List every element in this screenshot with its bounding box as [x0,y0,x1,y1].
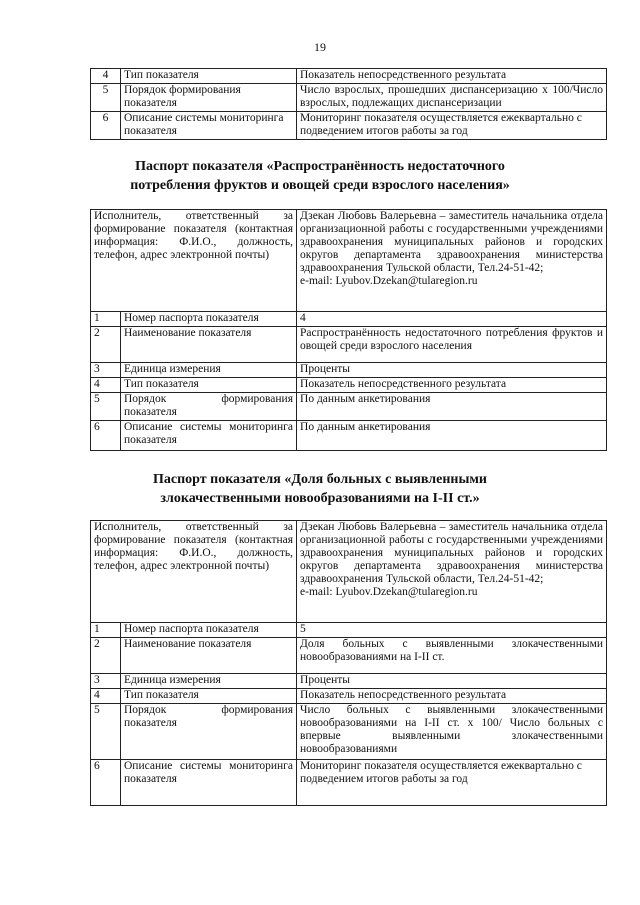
row-value: Проценты [297,363,607,378]
row-label: Описание системы мониторинга показателя [121,112,297,140]
row-number: 5 [91,393,121,421]
section2-table [90,520,607,806]
row-number: 4 [91,69,121,84]
section2-title-line1: Паспорт показателя «Доля больных с выявленными [152,472,487,487]
row-number: 1 [91,623,121,638]
row-label: Номер паспорта показателя [121,623,297,638]
table-row [91,689,607,704]
table-row [91,674,607,689]
row-value: По данным анкетирования [297,421,607,451]
executor-row [91,210,607,312]
executor-label: Исполнитель, ответственный за формирование показателя (контактная информация: Ф.И.О., должность, телефон, адрес электронной почты) [91,210,297,312]
row-label: Номер паспорта показателя [121,312,297,327]
row-value: По данным анкетирования [297,393,607,421]
row-value: 5 [297,623,607,638]
executor-email: e-mail: Lyubov.Dzekan@tularegion.ru [300,586,478,598]
row-number: 3 [91,674,121,689]
row-value: Показатель непосредственного результата [297,689,607,704]
row-label: Порядок формирования показателя [121,704,297,760]
row-value: Показатель непосредственного результата [297,378,607,393]
page-number: 19 [314,40,326,54]
row-number: 5 [91,704,121,760]
row-number: 5 [91,84,121,112]
executor-text: Дзекан Любовь Валерьевна – заместитель начальника отдела организационной работы с государственными учреждениями здравоохранения муниципальных районов и городских округов департамента здравоохранения министерства здравоохранения Тульской области, Тел.24-51-42; [300,521,604,585]
section2-title-line2: злокачественными новообразованиями на I-II ст.» [160,491,480,506]
executor-row [91,521,607,623]
row-value: Мониторинг показателя осуществляется ежеквартально с подведением итогов работы за год [297,112,607,140]
table-row [91,378,607,393]
table-row [91,421,607,451]
section2-title [0,470,640,508]
table-row [91,393,607,421]
table-row [91,327,607,363]
executor-email: e-mail: Lyubov.Dzekan@tularegion.ru [300,275,478,287]
section1-title [0,157,640,195]
row-label: Наименование показателя [121,327,297,363]
table-row [91,760,607,806]
row-value: Мониторинг показателя осуществляется ежеквартально с подведением итогов работы за год [297,760,607,806]
section1-table [90,209,607,451]
row-number: 4 [91,378,121,393]
row-value: Распространённость недостаточного потребления фруктов и овощей среди взрослого населения [297,327,607,363]
table-row [91,112,607,140]
row-number: 3 [91,363,121,378]
row-label: Тип показателя [121,69,297,84]
section1-title-line1: Паспорт показателя «Распространённость недостаточного [135,159,505,174]
table-row [91,69,607,84]
row-number: 2 [91,327,121,363]
row-value: Число взрослых, прошедших диспансеризацию х 100/Число взрослых, подлежащих диспансеризации [297,84,607,112]
executor-text: Дзекан Любовь Валерьевна – заместитель начальника отдела организационной работы с государственными учреждениями здравоохранения муниципальных районов и городских округов департамента здравоохранения министерства здравоохранения Тульской области, Тел.24-51-42; [300,210,604,274]
row-label: Единица измерения [121,363,297,378]
row-label: Тип показателя [121,689,297,704]
row-label: Порядок формирования показателя [121,84,297,112]
top-table [90,68,607,140]
row-value: Проценты [297,674,607,689]
row-label: Тип показателя [121,378,297,393]
executor-value [297,521,607,623]
executor-label: Исполнитель, ответственный за формирование показателя (контактная информация: Ф.И.О., должность, телефон, адрес электронной почты) [91,521,297,623]
row-number: 6 [91,421,121,451]
row-label: Описание системы мониторинга показателя [121,760,297,806]
row-value: Число больных с выявленными злокачественными новообразованиями на I-II ст. х 100/ Число больных с впервые выявленными злокачественными новообразованиями [297,704,607,760]
table-row [91,638,607,674]
row-value: Показатель непосредственного результата [297,69,607,84]
table-row [91,84,607,112]
row-number: 6 [91,112,121,140]
row-value: 4 [297,312,607,327]
row-number: 2 [91,638,121,674]
row-number: 1 [91,312,121,327]
row-label: Наименование показателя [121,638,297,674]
row-value: Доля больных с выявленными злокачественными новообразованиями на I-II ст. [297,638,607,674]
row-number: 4 [91,689,121,704]
row-number: 6 [91,760,121,806]
table-row [91,704,607,760]
section1-title-line2: потребления фруктов и овощей среди взрослого населения» [130,178,510,193]
row-label: Единица измерения [121,674,297,689]
row-label: Описание системы мониторинга показателя [121,421,297,451]
executor-value [297,210,607,312]
table-row [91,623,607,638]
table-row [91,312,607,327]
table-row [91,363,607,378]
row-label: Порядок формирования показателя [121,393,297,421]
